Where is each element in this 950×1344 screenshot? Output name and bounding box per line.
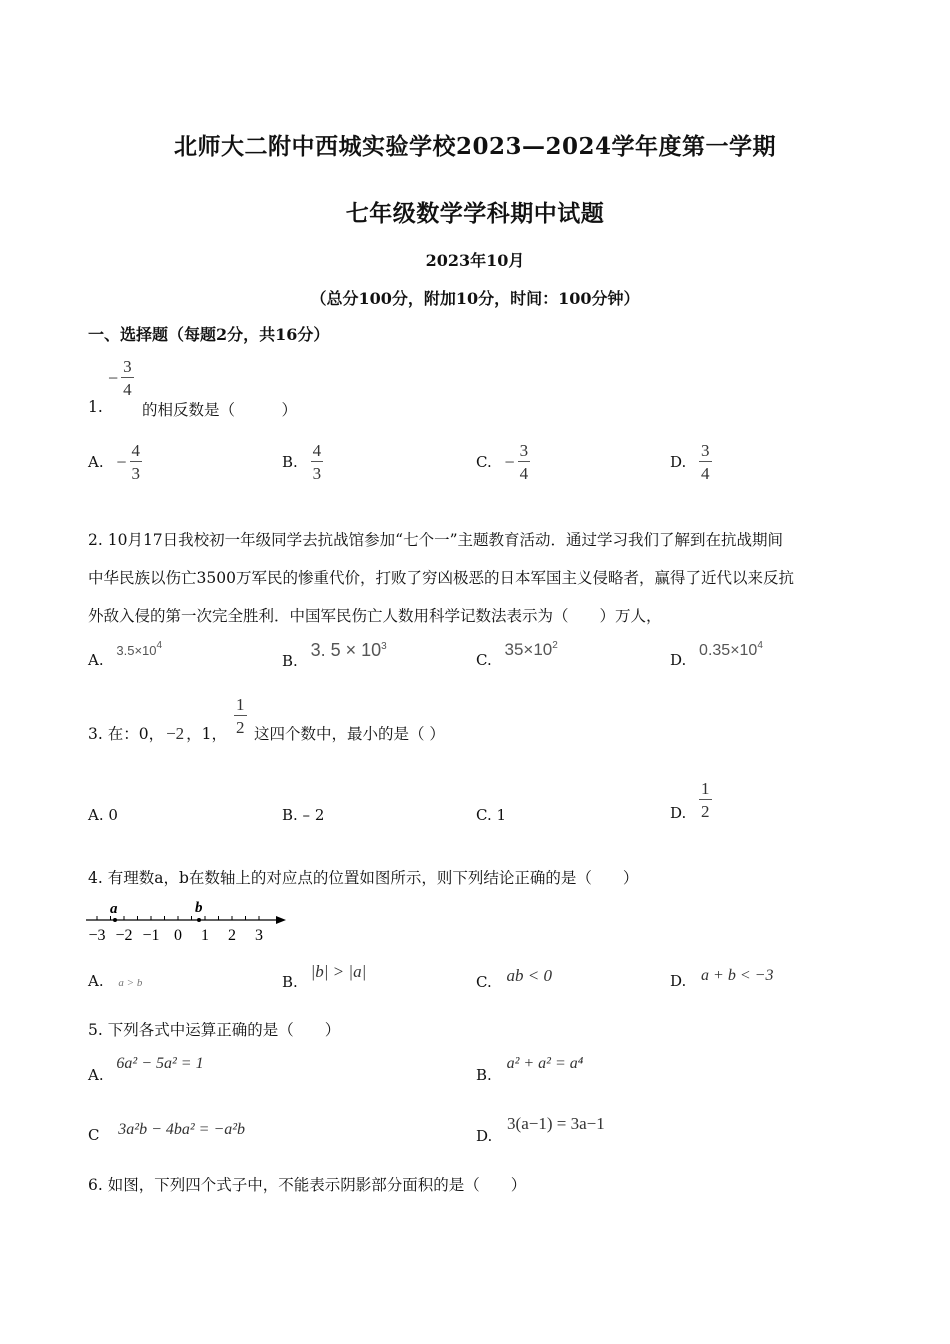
q3-option-d: D. $\frac{1}{2}$ [670, 779, 710, 822]
q3-text: 3. 在：0， −2 ，1， [88, 724, 228, 743]
q2-text-line2: 中华民族以伤亡3500万军民的惨重代价，打败了穷凶极恶的日本军国主义侵略者，赢得了近代以来反抗 [88, 569, 794, 587]
number-line-tick-label: −1 [142, 927, 160, 944]
number-line-tick-label: 0 [174, 927, 182, 944]
q2-option-d: D. $0.35\times 10^4$ [670, 640, 763, 669]
q2-option-a: A. $3.5\times 10^4$ [88, 640, 163, 669]
exam-title-line1: 北师大二附中西城实验学校2023—2024学年度第一学期 [173, 133, 777, 160]
q1-text: 的相反数是（ ） [142, 401, 298, 419]
q2-text-line3: 外敌入侵的第一次完全胜利．中国军民伤亡人数用科学记数法表示为（ ）万人， [88, 607, 662, 625]
q5-option-d: D. 3(a−1) = 3a−1 [476, 1114, 605, 1145]
q3-fraction: $\frac{1}{2}$ [236, 695, 245, 737]
q3-option-b: B. – 2 [282, 806, 325, 824]
number-line-tick-label: −2 [115, 927, 133, 944]
q1-option-c: C. − $\frac{3}{4}$ [476, 441, 529, 483]
q5-text: 5. 下列各式中运算正确的是（ ） [88, 1021, 341, 1039]
point-b-label: b [195, 900, 203, 916]
q5-option-c: C 3a²b − 4ba² = −a²b [88, 1121, 246, 1144]
number-line-tick-label: 3 [255, 927, 263, 944]
q4-number-line [82, 896, 292, 944]
q1-option-b: B. $\frac{4}{3}$ [282, 441, 322, 483]
q2-text-line1: 2. 10月17日我校初一年级同学去抗战馆参加“七个一”主题教育活动．通过学习我们了解到在抗战期间 [88, 531, 784, 549]
q1-fraction: − $\frac{3}{4}$ [108, 357, 132, 399]
point-a-label: a [110, 901, 118, 917]
q4-text: 4. 有理数a，b在数轴上的对应点的位置如图所示，则下列结论正确的是（ ） [88, 869, 639, 887]
q4-option-d: D. a + b < −3 [670, 967, 774, 990]
q1-number: 1. [88, 398, 103, 416]
q5-option-b: B. a² + a² = a⁴ [476, 1055, 584, 1084]
section-heading-choice: 一、选择题（每题2分，共16分） [88, 325, 330, 344]
number-line-tick-label: 1 [201, 927, 209, 944]
number-line-arrow [276, 916, 286, 924]
q3-text-suffix: 这四个数中，最小的是（ ） [254, 725, 445, 743]
point-a-dot [113, 918, 117, 922]
q1-option-a: A. − $\frac{4}{3}$ [88, 441, 141, 483]
exam-date: 2023年10月 [425, 251, 525, 270]
q4-option-b: B. |b| > |a| [282, 962, 367, 991]
q5-option-a: A. 6a² − 5a² = 1 [88, 1055, 204, 1084]
q6-text: 6. 如图，下列四个式子中，不能表示阴影部分面积的是（ ） [88, 1176, 527, 1194]
exam-title-line2: 七年级数学学科期中试题 [345, 200, 605, 227]
q2-option-b: B. 3. $5 \times 10^3$ [282, 640, 387, 670]
q3-option-c: C. 1 [476, 806, 507, 824]
number-line-tick-label: −3 [88, 927, 106, 944]
number-line-tick-label: 2 [228, 927, 236, 944]
exam-score-info: （总分100分，附加10分，时间：100分钟） [310, 289, 640, 308]
q4-option-a: A. a > b [88, 972, 143, 990]
q3-option-a: A. 0 [88, 806, 118, 824]
point-b-dot [197, 918, 201, 922]
q1-option-d: D. $\frac{3}{4}$ [670, 441, 710, 483]
q4-option-c: C. ab < 0 [476, 966, 552, 991]
q2-option-c: C. $35\times 10^2$ [476, 640, 558, 669]
